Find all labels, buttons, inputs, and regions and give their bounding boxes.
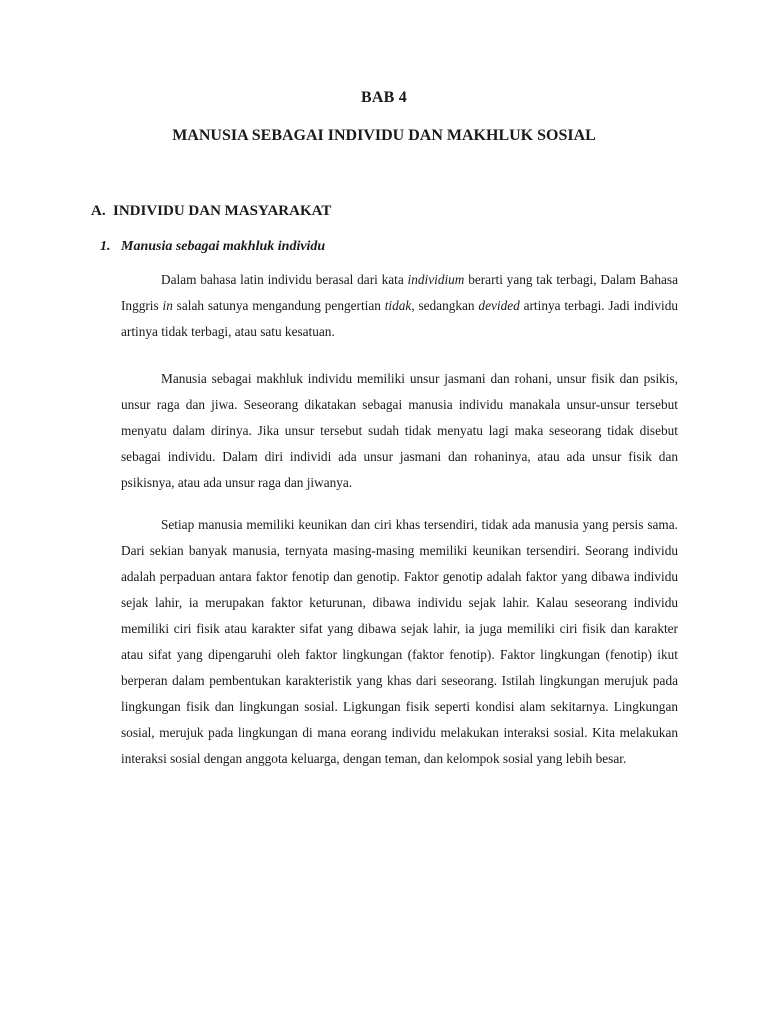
section-title: INDIVIDU DAN MASYARAKAT xyxy=(113,203,332,219)
paragraph-1-text-5: artinya terbagi. Jadi individu artinya tidak terbagi, atau satu kesatuan. xyxy=(121,298,678,339)
paragraph-1-text-4: , sedangkan xyxy=(411,298,479,313)
section-heading xyxy=(91,203,331,220)
paragraph-1-emphasis-3: tidak xyxy=(384,298,412,313)
paragraph-3 xyxy=(121,512,678,772)
paragraph-1-emphasis-1: individium xyxy=(407,272,465,287)
paragraph-1-emphasis-4: devided xyxy=(478,298,520,313)
subsection-title: Manusia sebagai makhluk individu xyxy=(121,239,326,254)
paragraph-1-emphasis-2: in xyxy=(162,298,173,313)
section-marker: A. xyxy=(91,203,106,219)
chapter-title: MANUSIA SEBAGAI INDIVIDU DAN MAKHLUK SOSIAL xyxy=(172,127,596,144)
paragraph-2 xyxy=(121,366,678,496)
subsection-heading xyxy=(100,239,325,255)
paragraph-1-text-2: berarti yang tak terbagi, Dalam Bahasa Inggris xyxy=(121,272,678,313)
chapter-number: BAB 4 xyxy=(361,89,407,106)
paragraph-1-text-3: salah satunya mengandung pengertian xyxy=(172,298,385,313)
subsection-marker: 1. xyxy=(100,239,111,254)
paragraph-2-text: Manusia sebagai makhluk individu memiliki unsur jasmani dan rohani, unsur fisik dan psikis, unsur raga dan jiwa. Seseorang dikatakan sebagai manusia individu manakala unsur-unsur tersebut menyatu dalam dirinya. Jika unsur tersebut sudah tidak menyatu lagi maka seseorang tidak disebut sebagai individu. Dalam diri individi ada unsur jasmani dan rohaninya, atau ada unsur fisik dan psikisnya, atau ada unsur raga dan jiwanya. xyxy=(121,371,678,490)
paragraph-1 xyxy=(121,267,678,345)
paragraph-1-text-1: Dalam bahasa latin individu berasal dari kata xyxy=(161,272,408,287)
paragraph-3-text: Setiap manusia memiliki keunikan dan ciri khas tersendiri, tidak ada manusia yang persis sama. Dari sekian banyak manusia, ternyata masing-masing memiliki keunikan tersendiri. Seorang individu adalah perpaduan antara faktor fenotip dan genotip. Faktor genotip adalah faktor yang dibawa individu sejak lahir, ia merupakan faktor keturunan, dibawa individu sejak lahir. Kalau seseorang individu memiliki ciri fisik atau karakter sifat yang dibawa sejak lahir, ia juga memiliki ciri fisik dan karakter atau sifat yang dipengaruhi oleh faktor lingkungan (faktor fenotip). Faktor lingkungan (fenotip) ikut berperan dalam pembentukan karakteristik yang khas dari seseorang. Istilah lingkungan merujuk pada lingkungan fisik dan lingkungan sosial. Ligkungan fisik seperti kondisi alam sekitarnya. Lingkungan sosial, merujuk pada lingkungan di mana eorang individu melakukan interaksi sosial. Kita melakukan interaksi sosial dengan anggota keluarga, dengan teman, dan kelompok sosial yang lebih besar. xyxy=(121,517,678,766)
